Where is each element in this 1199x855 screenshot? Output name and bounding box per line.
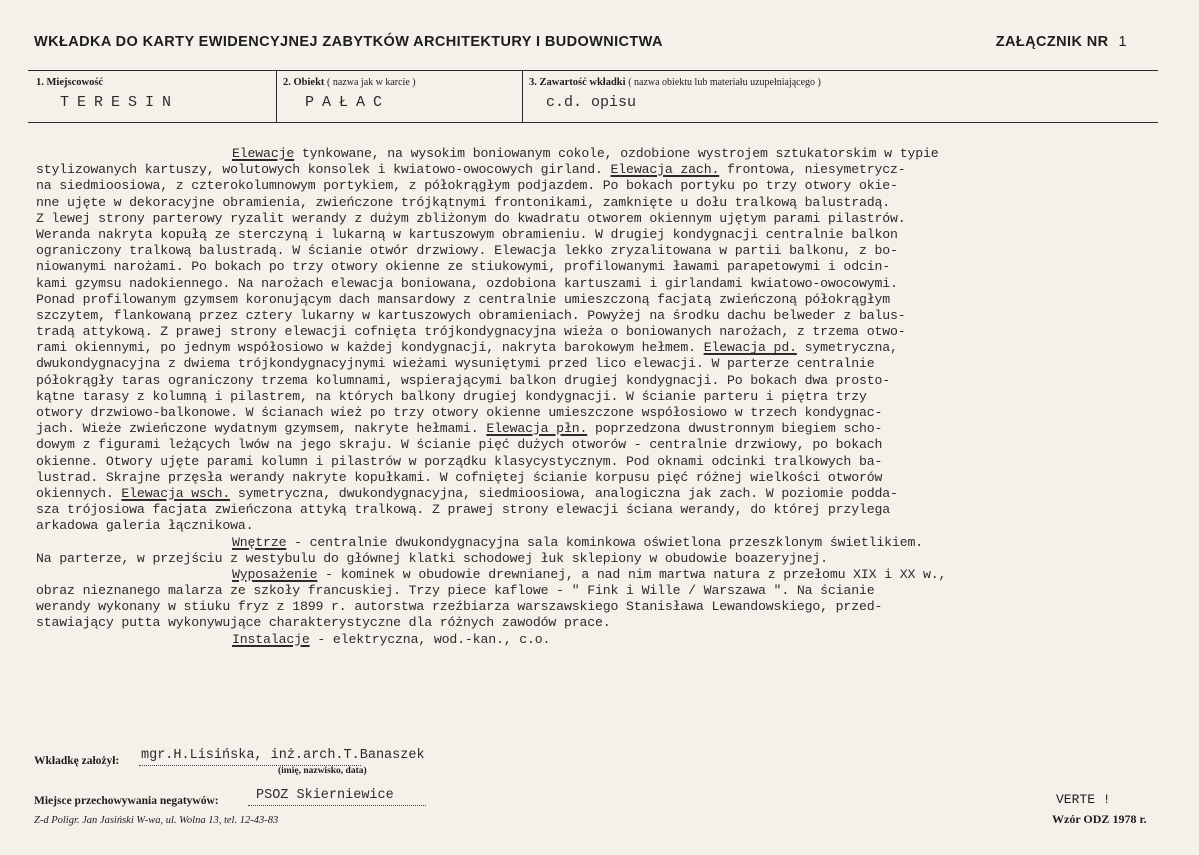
body-text-segment: symetryczna,	[796, 340, 898, 356]
annex-label	[996, 34, 1127, 50]
body-line	[36, 583, 1166, 599]
object-label	[283, 77, 416, 88]
section-heading: Elewacja płn.	[486, 421, 588, 437]
body-text-segment: dowym z figurami leżących lwów na jego skraju. W ścianie pięć dużych otworów - centralnie drzwiowy, po bokach	[36, 437, 883, 453]
locality-value: TERESIN	[60, 94, 180, 111]
negatives-line	[248, 805, 426, 806]
annex-number: 1	[1118, 34, 1127, 50]
body-line	[36, 324, 1166, 340]
body-line	[36, 470, 1166, 486]
body-text-segment: niowanymi narożami. Po bokach po trzy otwory okienne ze stiukowymi, profilowanymi ławami parapetowymi i odcin-	[36, 259, 891, 275]
contents-label-note: ( nazwa obiektu lub materiału uzupełniającego )	[628, 77, 821, 88]
body-line	[36, 437, 1166, 453]
form-title: WKŁADKA DO KARTY EWIDENCYJNEJ ZABYTKÓW ARCHITEKTURY I BUDOWNICTWA	[34, 34, 663, 50]
body-line	[36, 195, 1166, 211]
body-text-segment: szczytem, flankowaną przez cztery lukarny w kartuszowych obramieniach. Powyżej na środku dachu belweder z balus-	[36, 307, 906, 323]
contents-label	[529, 77, 821, 88]
contents-label-text: 3. Zawartość wkładki	[529, 77, 626, 88]
body-line	[36, 502, 1166, 518]
body-text-segment: jach. Wieże zwieńczone wydatnym gzymsem, nakryte hełmami.	[36, 421, 487, 437]
field-divider-1	[276, 70, 277, 122]
body-line	[36, 162, 1166, 178]
body-text-segment: lustrad. Skrajne przęsła werandy nakryte kopułkami. W cofniętej ścianie korpusu pięć różnej wielkości otworów	[36, 469, 883, 485]
body-text-segment: - kominek w obudowie drewnianej, a nad nim martwa natura z przełomu XIX i XX w.,	[317, 566, 947, 582]
body-text-segment: stylizowanych kartuszy, wolutowych konsolek i kwiatowo-owocowych girland.	[36, 162, 611, 178]
body-text-segment: poprzedzona dwustronnym biegiem scho-	[587, 421, 883, 437]
body-text-segment: obraz nieznanego malarza ze szkoły francuskiej. Trzy piece kaflowe - " Fink i Wille / Warszawa ". Na ścianie	[36, 583, 875, 599]
body-line	[36, 292, 1166, 308]
body-text-segment: nne ujęte w dekoracyjne obramienia, zwieńczone trójkątnymi frontonikami, zamknięte u dołu tralkową balustradą.	[36, 194, 891, 210]
body-text-segment: Na parterze, w przejściu z westybulu do głównej klatki schodowej łuk sklepiony w obudowie boazeryjnej.	[36, 550, 828, 566]
body-line	[36, 405, 1166, 421]
body-text-segment: - elektryczna, wod.-kan., c.o.	[309, 631, 551, 647]
body-text-segment: - centralnie dwukondygnacyjna sala kominkowa oświetlona przeszklonym świetlikiem.	[286, 534, 923, 550]
body-text-segment: frontowa, niesymetrycz-	[719, 162, 906, 178]
body-line	[36, 599, 1166, 615]
body-text-segment: tynkowane, na wysokim boniowanym cokole, ozdobione wystrojem sztukatorskim w typie	[294, 146, 939, 161]
body-text-segment: półokrągły taras ograniczony trzema kolumnami, wspierającymi balkon drugiej kondygnacji. Po bokach dwa prosto-	[36, 372, 891, 388]
body-text-segment: dwukondygnacyjna z dwiema trójkondygnacyjnymi wieżami wysuniętymi przed lico elewacji. W parterze centralnie	[36, 356, 875, 372]
description-body	[36, 146, 1166, 648]
body-text-segment: arkadowa galeria łącznikowa.	[36, 518, 254, 534]
form-model: Wzór ODZ 1978 r.	[1052, 812, 1147, 826]
author-label: Wkładkę założył:	[34, 755, 120, 767]
body-line	[36, 615, 1166, 631]
section-heading: Elewacja pd.	[703, 340, 797, 356]
body-text-segment: rami okiennymi, po jednym współosiowo w każdej kondygnacji, nakryta barokowym hełmem.	[36, 340, 704, 356]
header-top-rule	[28, 70, 1158, 71]
body-line	[36, 551, 1166, 567]
section-heading: Elewacja wsch.	[121, 485, 231, 501]
body-line	[36, 373, 1166, 389]
body-line	[36, 340, 1166, 356]
body-line	[36, 227, 1166, 243]
body-text-segment: otwory drzwiowo-balkonowe. W ścianach wież po trzy otwory okienne umieszczone współosiowo w trzech kondygnac-	[36, 405, 883, 420]
body-text-segment: ograniczony tralkową balustradą. W ścianie otwór drzwiowy. Elewacja lekko zryzalitowana w partii balkonu, z bo-	[36, 243, 898, 259]
body-line	[36, 389, 1166, 405]
negatives-value: PSOZ Skierniewice	[256, 788, 394, 803]
section-heading: Wnętrze	[232, 534, 287, 550]
object-label-text: 2. Obiekt	[283, 77, 325, 88]
body-line	[36, 518, 1166, 534]
body-text-segment: Weranda nakryta kopułą ze sterczyną i lukarną w kartuszowym obramieniu. W drugiej kondygnacji centralnie balkon	[36, 226, 898, 242]
body-text-segment: Z lewej strony parterowy ryzalit werandy z dużym zbliżonym do kwadratu otworem okiennym ujętym parami pilastrów.	[36, 210, 906, 226]
body-line	[36, 276, 1166, 292]
body-text-segment: kami gzymsu nadokiennego. Na narożach elewacja boniowana, ozdobiona kartuszami i girlandami kwiatowo-owocowymi.	[36, 275, 898, 291]
body-line	[36, 211, 1166, 227]
object-label-note: ( nazwa jak w karcie )	[327, 77, 416, 88]
section-heading: Wyposażenie	[232, 566, 318, 582]
locality-label: 1. Miejscowość	[36, 77, 104, 88]
contents-value: c.d. opisu	[546, 94, 637, 111]
body-text-segment: tradą attykową. Z prawej strony elewacji cofnięta trójkondygnacyjna wieża o boniowanych narożach, z trzema otwo-	[36, 324, 906, 340]
section-heading: Instalacje	[232, 631, 310, 647]
body-text-segment: kątne tarasy z kolumną i pilastrem, na których balkony drugiej kondygnacji. W ścianie parteru i piętra trzy	[36, 388, 867, 404]
body-text-segment: stawiający putta wykonywujące charakterystyczne dla różnych zawodów prace.	[36, 615, 611, 631]
annex-label-text: ZAŁĄCZNIK NR	[995, 34, 1109, 50]
printer-imprint: Z-d Poligr. Jan Jasiński W-wa, ul. Wolna 13, tel. 12-43-83	[34, 815, 279, 826]
negatives-label: Miejsce przechowywania negatywów:	[34, 795, 219, 807]
header-bottom-rule	[28, 122, 1158, 123]
body-text-segment: werandy wykonany w stiuku fryz z 1899 r. autorstwa rzeźbiarza warszawskiego Stanisława Lewandowskiego, przed-	[36, 599, 883, 615]
body-text-segment: na siedmioosiowa, z czterokolumnowym portykiem, z półokrągłym podjazdem. Po bokach portyku po trzy otwory okie-	[36, 178, 898, 194]
body-line	[36, 486, 1166, 502]
field-divider-2	[522, 70, 523, 122]
body-line	[36, 146, 1166, 162]
body-text-segment: okienne. Otwory ujęte parami kolumn i pilastrów w porządku klasycystycznym. Pod oknami odcinki tralkowych ba-	[36, 453, 883, 469]
body-line	[36, 243, 1166, 259]
body-line	[36, 356, 1166, 372]
body-text-segment: symetryczna, dwukondygnacyjna, siedmioosiowa, analogiczna jak zach. W poziomie podda-	[230, 485, 898, 501]
body-text-segment: okiennych.	[36, 485, 122, 501]
body-line	[36, 178, 1166, 194]
author-value: mgr.H.Lisińska, inż.arch.T.Banaszek	[141, 748, 425, 763]
body-line	[36, 567, 1166, 583]
body-text-segment: Ponad profilowanym gzymsem koronującym dach mansardowy z centralnie umieszczoną facjatą zwieńczoną półokrągłym	[36, 291, 891, 307]
object-value: PAŁAC	[305, 94, 391, 111]
section-heading: Elewacje	[232, 146, 295, 161]
body-text-segment: sza trójosiowa facjata zwieńczona attyką tralkową. Z prawej strony elewacji ściana werandy, do której przylega	[36, 502, 891, 518]
body-line	[36, 421, 1166, 437]
verte-note: VERTE !	[1056, 792, 1111, 807]
body-line	[36, 535, 1166, 551]
body-line	[36, 259, 1166, 275]
body-line	[36, 632, 1166, 648]
body-line	[36, 454, 1166, 470]
section-heading: Elewacja zach.	[610, 162, 720, 178]
body-line	[36, 308, 1166, 324]
author-note: (imię, nazwisko, data)	[278, 766, 367, 776]
